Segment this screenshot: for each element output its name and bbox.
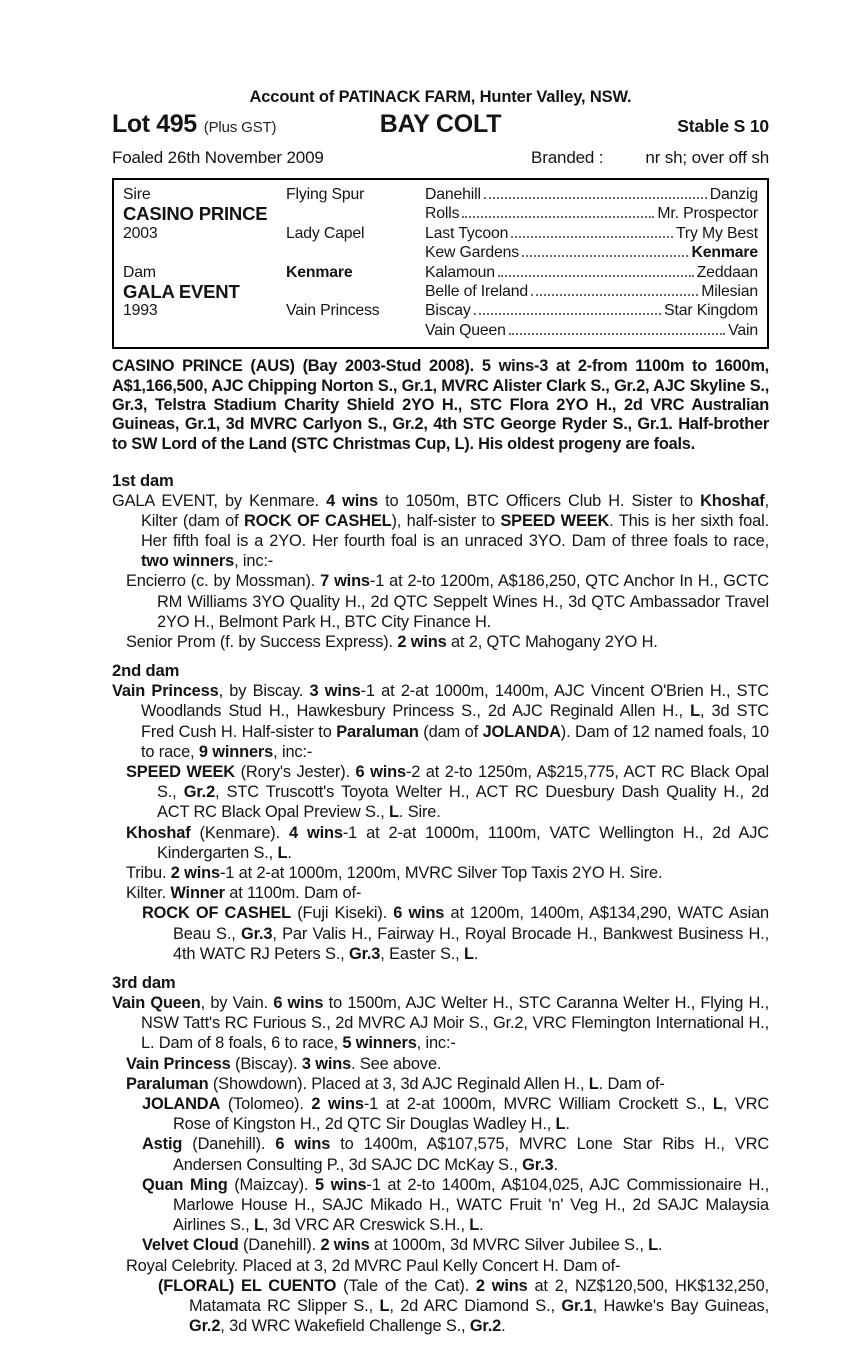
- text-segment: GALA EVENT, by Kenmare.: [112, 491, 327, 510]
- text-segment: L: [555, 1115, 566, 1134]
- gen3-dam-name: Kenmare: [691, 244, 758, 262]
- gen3-row: [425, 224, 758, 243]
- dot-leader: [474, 302, 661, 315]
- text-segment: , 3d WRC Wakefield Challenge S.,: [220, 1317, 470, 1336]
- text-segment: Paraluman: [126, 1074, 209, 1093]
- text-segment: Gr.2: [183, 783, 216, 802]
- text-segment: (Maizcay).: [227, 1175, 315, 1194]
- text-segment: Gr.2: [189, 1317, 221, 1336]
- text-segment: -2 at 2-to 1250m, A$215,775, ACT RC Black Opal S.,: [157, 762, 770, 802]
- text-segment: Astig: [142, 1135, 183, 1154]
- text-segment: . Dam of-: [598, 1074, 665, 1093]
- text-segment: at 2, QTC Mahogany 2YO H.: [446, 632, 658, 651]
- pedigree-entry: [112, 1256, 769, 1276]
- gen3-sire-name: Rolls: [425, 205, 460, 223]
- text-segment: 2 wins: [311, 1095, 364, 1114]
- text-segment: .: [473, 944, 479, 963]
- text-segment: . Sire.: [398, 803, 441, 822]
- text-segment: to 1400m, A$107,575, MVRC Lone Star Ribs H., VRC Andersen Consulting P., 3d SAJC DC McKay S.,: [173, 1135, 770, 1174]
- gen3-row: [425, 185, 758, 204]
- gen3-dam-name: Mr. Prospector: [657, 205, 758, 223]
- text-segment: ROCK OF CASHEL: [243, 511, 392, 530]
- sire-role-label: Sire: [123, 186, 151, 203]
- pedigree-entry: [112, 823, 769, 863]
- dot-leader: [462, 205, 654, 218]
- text-segment: , inc:-: [234, 552, 274, 571]
- pedigree-gen2-column: [286, 185, 425, 340]
- text-segment: , Hawke's Bay Guineas,: [592, 1297, 769, 1316]
- text-segment: , by Vain.: [200, 994, 274, 1013]
- account-line: Account of PATINACK FARM, Hunter Valley, NSW.: [249, 88, 632, 106]
- section-heading: 3rd dam: [112, 973, 176, 993]
- pedigree-table: [112, 178, 769, 349]
- text-segment: (Danehill).: [238, 1236, 321, 1255]
- text-segment: , Kilter (dam of: [141, 491, 769, 530]
- gen3-sire-name: Kew Gardens: [425, 244, 520, 262]
- text-segment: -1 at 2-at 1000m, 1400m, AJC Vincent O'Brien H., STC Woodlands Stud H., Hawkesbury Princess S., 2d AJC Reginald Allen H.,: [141, 682, 769, 721]
- pedigree-entry: [112, 632, 769, 652]
- dot-leader: [531, 283, 698, 296]
- text-segment: 3 wins: [309, 682, 361, 701]
- foaled-date: Foaled 26th November 2009: [112, 148, 324, 167]
- pedigree-entry: [112, 1094, 769, 1134]
- text-segment: 3 wins: [301, 1054, 352, 1073]
- text-segment: JOLANDA: [142, 1095, 221, 1114]
- lot-left-group: [112, 110, 380, 139]
- page-content: [112, 88, 769, 1336]
- text-segment: (Showdown). Placed at 3, 3d AJC Reginald Allen H.,: [208, 1074, 589, 1093]
- gen3-row: [425, 263, 758, 282]
- text-segment: two winners: [141, 552, 235, 571]
- text-segment: (dam of: [418, 722, 483, 741]
- text-segment: , VRC Rose of Kingston H., 2d QTC Sir Douglas Wadley H.,: [173, 1095, 770, 1134]
- text-segment: , Easter S.,: [380, 944, 464, 963]
- gen3-sire-name: Last Tycoon: [425, 224, 509, 242]
- text-segment: (Fuji Kiseki).: [291, 904, 394, 923]
- pedigree-entry: [112, 1175, 769, 1236]
- text-segment: (FLORAL) EL CUENTO: [158, 1276, 337, 1295]
- text-segment: Vain Princess: [126, 1054, 231, 1073]
- text-segment: L: [277, 843, 288, 862]
- text-segment: to 1050m, BTC Officers Club H. Sister to: [377, 491, 701, 510]
- text-segment: . This is her sixth foal. Her fifth foal is a 2YO. Her fourth foal is an unraced 3YO. Dam of three foals to race,: [141, 511, 769, 550]
- pedigree-entry: [112, 1134, 769, 1174]
- pedigree-entry: [112, 1074, 769, 1094]
- text-segment: . See above.: [351, 1054, 442, 1073]
- text-segment: Quan Ming: [142, 1175, 228, 1194]
- gen2-name: Lady Capel: [286, 224, 365, 242]
- pedigree-entry: [112, 762, 769, 823]
- text-segment: -1 at 2-at 1000m, 1200m, MVRC Silver Top Taxis 2YO H. Sire.: [220, 864, 663, 882]
- text-segment: (Kenmare).: [190, 823, 290, 842]
- text-segment: 9 winners: [198, 742, 274, 761]
- dam-role-label: Dam: [123, 263, 156, 281]
- text-segment: Senior Prom (f. by Success Express).: [126, 632, 398, 651]
- text-segment: -1 at 2-to 1200m, A$186,250, QTC Anchor In H., GCTC RM Williams 3YO Quality H., 2d QTC Seppelt Wines H., 3d QTC Ambassador Travel 2YO H., Belmont Park H., BTC City Finance H.: [157, 572, 769, 631]
- text-segment: at 1200m, 1400m, A$134,290, WATC Asian Beau S.,: [173, 904, 770, 943]
- gen3-sire-name: Vain Queen: [425, 321, 506, 339]
- text-segment: Khoshaf: [126, 823, 191, 842]
- text-segment: 5 winners: [342, 1034, 417, 1053]
- text-segment: .: [501, 1317, 506, 1336]
- text-segment: .: [565, 1115, 570, 1134]
- text-segment: Kilter.: [126, 884, 171, 903]
- text-segment: 2 wins: [320, 1236, 370, 1255]
- text-segment: SPEED WEEK: [500, 511, 610, 530]
- text-segment: 4 wins: [289, 823, 343, 842]
- text-segment: Gr.1: [561, 1297, 593, 1316]
- text-segment: L: [379, 1297, 390, 1316]
- text-segment: L: [690, 702, 700, 721]
- pedigree-entry: [112, 571, 769, 632]
- text-segment: at 2, NZ$120,500, HK$132,250, Matamata RC Slipper S.,: [189, 1276, 769, 1316]
- text-segment: Royal Celebrity. Placed at 3, 2d MVRC Paul Kelly Concert H. Dam of-: [126, 1256, 621, 1275]
- gen3-row: [425, 282, 758, 301]
- pedigree-entry: [112, 681, 769, 762]
- sire-name: CASINO PRINCE: [123, 203, 268, 225]
- gen3-dam-name: Milesian: [701, 282, 758, 300]
- text-segment: , 3d STC Fred Cush H. Half-sister to: [141, 702, 769, 741]
- gst-note: (Plus GST): [203, 119, 277, 136]
- gen2-name: Flying Spur: [286, 186, 365, 203]
- text-segment: ). Dam of 12 named foals, 10 to race,: [141, 722, 769, 761]
- text-segment: Vain Queen: [112, 994, 201, 1013]
- lot-number: Lot 495: [112, 110, 197, 138]
- text-segment: L: [253, 1216, 264, 1235]
- text-segment: at 1000m, 3d MVRC Silver Jubilee S.,: [369, 1236, 649, 1255]
- text-segment: 6 wins: [393, 904, 445, 923]
- text-segment: , 3d VRC AR Creswick S.H.,: [263, 1216, 470, 1235]
- text-segment: L: [463, 944, 474, 963]
- text-segment: Khoshaf: [700, 491, 765, 510]
- pedigree-entry: [112, 1235, 769, 1255]
- gen3-row: [425, 301, 758, 320]
- text-segment: , inc:-: [273, 742, 313, 761]
- section-heading: 2nd dam: [112, 661, 180, 681]
- text-segment: Gr.3: [348, 944, 381, 963]
- text-segment: Winner: [170, 884, 225, 903]
- text-segment: (Biscay).: [230, 1054, 302, 1073]
- foaled-row: [112, 148, 769, 168]
- text-segment: L: [712, 1095, 723, 1114]
- text-segment: L: [648, 1236, 659, 1255]
- text-segment: L: [588, 1074, 599, 1093]
- text-segment: Encierro (c. by Mossman).: [126, 572, 321, 591]
- lot-row: [112, 110, 769, 139]
- pedigree-entry: [112, 1054, 769, 1074]
- text-segment: 2 wins: [170, 864, 220, 882]
- text-segment: (Rory's Jester).: [234, 762, 356, 781]
- text-segment: -1 at 2-at 1000m, 1100m, VATC Wellington H., 2d AJC Kindergarten S.,: [157, 823, 769, 862]
- pedigree-entry: [112, 1276, 769, 1337]
- pedigree-gen3-column: [425, 185, 758, 340]
- dam-section: [112, 471, 769, 653]
- text-segment: L: [469, 1216, 480, 1235]
- pedigree-entry: [112, 883, 769, 903]
- sire-summary-paragraph: CASINO PRINCE (AUS) (Bay 2003-Stud 2008). 5 wins-3 at 2-from 1100m to 1600m, A$1,166,500, AJC Chipping Norton S., Gr.1, MVRC Alister Clark S., Gr.2, AJC Skyline S., Gr.3, Telstra Stadium Charity Shield 2YO H., STC Flora 2YO H., 2d VRC Australian Guineas, Gr.1, 3d MVRC Carlyon S., Gr.2, 4th STC George Ryder S., Gr.1. Half-brother to SW Lord of the Land (STC Christmas Cup, L). His oldest progeny are foals.: [112, 357, 769, 453]
- pedigree-entry: [112, 903, 769, 964]
- text-segment: Gr.3: [241, 924, 273, 943]
- text-segment: at 1100m. Dam of-: [224, 884, 362, 903]
- gen3-dam-name: Zeddaan: [696, 263, 758, 281]
- text-segment: Velvet Cloud: [142, 1236, 239, 1255]
- text-segment: Gr.2: [469, 1317, 502, 1336]
- text-segment: -1 at 2-to 1400m, A$104,025, AJC Commissionaire H., Marlowe House H., SAJC Mikado H., WATC Fruit 'n' Veg H., 2d SAJC Malaysia Airlines S.,: [173, 1175, 769, 1235]
- text-segment: .: [658, 1236, 663, 1255]
- pedigree-entry: [112, 993, 769, 1054]
- text-segment: , by Biscay.: [218, 682, 310, 701]
- gen2-name: Kenmare: [286, 263, 353, 281]
- text-segment: 6 wins: [355, 762, 406, 781]
- text-segment: -1 at 2-at 1000m, MVRC William Crockett S.,: [363, 1095, 713, 1114]
- text-segment: JOLANDA: [482, 722, 561, 741]
- text-segment: Tribu.: [126, 864, 171, 882]
- page-title: BAY COLT: [379, 110, 502, 138]
- gen3-row: [425, 321, 758, 340]
- text-segment: L: [389, 803, 399, 822]
- pedigree-gen1-column: [123, 185, 286, 340]
- text-segment: ROCK OF CASHEL: [142, 904, 292, 923]
- dot-leader: [511, 225, 673, 238]
- gen3-sire-name: Kalamoun: [425, 263, 495, 281]
- gen3-sire-name: Biscay: [425, 302, 471, 320]
- text-segment: (Tale of the Cat).: [336, 1276, 476, 1295]
- dam-section: [112, 661, 769, 964]
- text-segment: 6 wins: [273, 994, 324, 1013]
- stable-label: Stable S 10: [677, 116, 770, 136]
- pedigree-entry: [112, 863, 769, 883]
- dot-leader: [498, 264, 694, 277]
- text-segment: 7 wins: [320, 572, 370, 591]
- dam-name: GALA EVENT: [123, 280, 240, 302]
- gen3-row: [425, 204, 758, 223]
- text-segment: to 1500m, AJC Welter H., STC Caranna Welter H., Flying H., NSW Tatt's RC Furious S., 2d MVRC AJ Moir S., Gr.2, VRC Flemington International H., L. Dam of 8 foals, 6 to race,: [141, 994, 769, 1053]
- text-segment: .: [553, 1155, 558, 1174]
- sire-year: 2003: [123, 224, 158, 242]
- dot-leader: [522, 244, 688, 257]
- gen3-sire-name: Belle of Ireland: [425, 282, 528, 300]
- text-segment: 4 wins: [326, 491, 378, 510]
- dam-year: 1993: [123, 302, 158, 320]
- dot-leader: [484, 186, 707, 199]
- text-segment: Vain Princess: [112, 682, 219, 701]
- gen3-dam-name: Danzig: [709, 186, 758, 203]
- text-segment: SPEED WEEK: [126, 762, 235, 781]
- branded-label: Branded :: [531, 148, 604, 167]
- gen3-dam-name: Vain: [728, 321, 758, 339]
- gen3-sire-name: Danehill: [425, 186, 481, 203]
- text-segment: 6 wins: [275, 1135, 331, 1154]
- gen3-dam-name: Star Kingdom: [664, 302, 758, 320]
- text-segment: (Tolomeo).: [220, 1095, 312, 1114]
- gen2-name: Vain Princess: [286, 302, 380, 320]
- brand-value: nr sh; over off sh: [645, 148, 769, 167]
- dot-leader: [509, 322, 725, 335]
- gen3-dam-name: Try My Best: [675, 224, 758, 242]
- text-segment: 5 wins: [314, 1175, 367, 1194]
- pedigree-entry: [112, 491, 769, 572]
- section-heading: 1st dam: [112, 470, 174, 490]
- text-segment: (Danehill).: [182, 1135, 276, 1154]
- text-segment: ), half-sister to: [391, 511, 501, 530]
- text-segment: Paraluman: [336, 722, 419, 741]
- text-segment: 2 wins: [475, 1276, 528, 1295]
- text-segment: , 2d ARC Diamond S.,: [389, 1297, 562, 1316]
- text-segment: Gr.3: [522, 1155, 554, 1174]
- text-segment: .: [479, 1216, 484, 1235]
- dam-sections: [112, 471, 769, 1337]
- text-segment: .: [287, 843, 292, 862]
- text-segment: , inc:-: [416, 1034, 456, 1053]
- text-segment: , Par Valis H., Fairway H., Royal Brocade H., Bankwest Business H., 4th WATC RJ Peters S.,: [173, 924, 770, 963]
- gen3-row: [425, 243, 758, 262]
- text-segment: 2 wins: [397, 632, 447, 651]
- dam-section: [112, 973, 769, 1336]
- text-segment: , STC Truscott's Toyota Welter H., ACT RC Duesbury Dash Quality H., 2d ACT RC Black Opal Preview S.,: [157, 783, 769, 822]
